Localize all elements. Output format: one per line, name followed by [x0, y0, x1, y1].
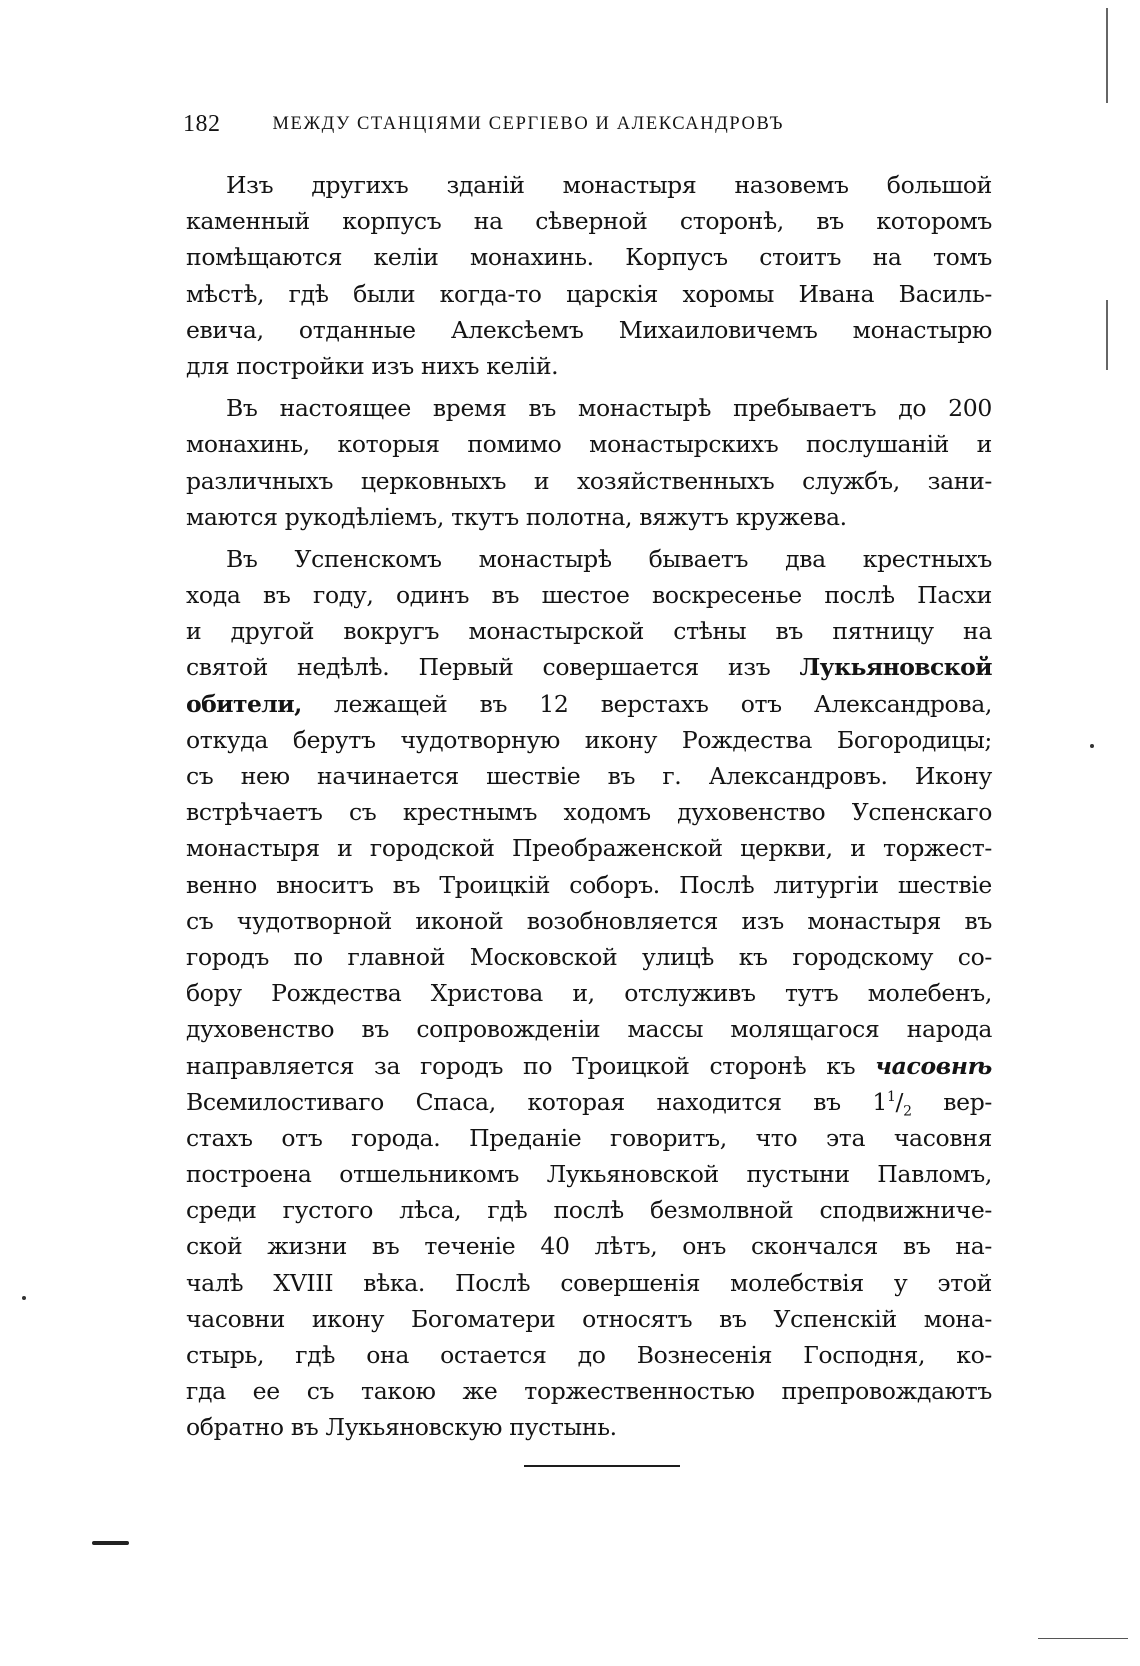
- scan-edge-line: [1106, 300, 1108, 370]
- text-line: ской жизни въ теченіе 40 лѣтъ, онъ скончался въ на-: [186, 1232, 992, 1261]
- text-line: маются рукодѣліемъ, ткутъ полотна, вяжутъ кружева.: [186, 502, 847, 531]
- text-line: духовенство въ сопровожденіи массы молящагося народа: [186, 1015, 992, 1044]
- text-line: встрѣчаетъ съ крестнымъ ходомъ духовенство Успенскаго: [186, 798, 992, 827]
- running-title: МЕЖДУ СТАНЦІЯМИ СЕРГІЕВО И АЛЕКСАНДРОВЪ: [272, 113, 785, 134]
- scan-speck: [1090, 744, 1094, 748]
- text-line: среди густого лѣса, гдѣ послѣ безмолвной сподвижниче-: [186, 1196, 992, 1225]
- scan-edge-line: [1038, 1638, 1128, 1639]
- scan-speck: [22, 1296, 26, 1300]
- text-run: святой недѣлѣ. Первый совершается изъ: [186, 653, 800, 682]
- text-line: съ чудотворной иконой возобновляется изъ монастыря въ: [186, 906, 992, 935]
- text-run: Всемилостиваго Спаса, которая находится въ 1: [186, 1087, 887, 1116]
- text-line: Всемилостиваго Спаса, которая находится въ $1^1/_2$ вер-: [186, 1087, 993, 1120]
- body-text: [186, 167, 992, 1446]
- text-line: помѣщаются келіи монахинь. Корпусъ стоитъ на томъ: [186, 243, 992, 272]
- text-line: городъ по главной Московской улицѣ къ городскому со-: [186, 942, 992, 971]
- text-line: [186, 649, 992, 685]
- fraction-denominator: 2: [903, 1103, 912, 1120]
- text-line: съ нею начинается шествіе въ г. Александровъ. Икону: [186, 762, 992, 790]
- scan-edge-line: [1106, 8, 1108, 103]
- text-line: для постройки изъ нихъ келій.: [186, 351, 559, 380]
- text-line: чалѣ XVIII вѣка. Послѣ совершенія молебствія у этой: [186, 1268, 992, 1297]
- text-line: стырь, гдѣ она остается до Вознесенія Господня, ко-: [186, 1341, 992, 1369]
- text-run: вер-: [911, 1087, 993, 1116]
- text-line: мѣстѣ, гдѣ были когда-то царскія хоромы Ивана Василь-: [186, 279, 992, 308]
- text-line: Изъ другихъ зданій монастыря назовемъ большой: [226, 171, 992, 199]
- bold-phrase: обители,: [186, 689, 302, 718]
- text-line: построена отшельникомъ Лукьяновской пустыни Павломъ,: [186, 1160, 992, 1189]
- text-line: [186, 1048, 992, 1084]
- text-line: евича, отданные Алексѣемъ Михаиловичемъ монастырю: [186, 315, 992, 344]
- text-line: Въ Успенскомъ монастырѣ бываетъ два крестныхъ: [226, 544, 992, 573]
- text-line: хода въ году, одинъ въ шестое воскресенье послѣ Пасхи: [186, 581, 992, 610]
- end-separator-rule: [524, 1465, 680, 1467]
- text-run: направляется за городъ по Троицкой сторонѣ къ: [186, 1051, 876, 1080]
- text-line: [186, 686, 992, 722]
- text-line: бору Рождества Христова и, отслуживъ тутъ молебенъ,: [186, 979, 992, 1008]
- page-number: 182: [183, 110, 221, 137]
- text-line: различныхъ церковныхъ и хозяйственныхъ службъ, зани-: [186, 466, 992, 495]
- text-line: откуда берутъ чудотворную икону Рождества Богородицы;: [186, 725, 992, 754]
- text-run: лежащей въ 12 верстахъ отъ Александрова,: [301, 689, 992, 718]
- bold-phrase: Лукьяновской: [799, 653, 992, 682]
- text-line: обратно въ Лукьяновскую пустынь.: [186, 1413, 617, 1442]
- text-line: стахъ отъ города. Преданіе говоритъ, что эта часовня: [186, 1123, 992, 1152]
- text-line: и другой вокругъ монастырской стѣны въ пятницу на: [186, 617, 992, 646]
- text-line: гда ее съ такою же торжественностью препровождаютъ: [186, 1377, 992, 1406]
- text-line: Въ настоящее время въ монастырѣ пребываетъ до 200: [226, 394, 992, 423]
- text-line: часовни икону Богоматери относятъ въ Успенскій мона-: [186, 1304, 992, 1333]
- fraction-numerator: 1: [886, 1088, 896, 1105]
- italic-word: часовнѣ: [875, 1051, 992, 1080]
- page-header: [183, 104, 883, 144]
- text-line: монастыря и городской Преображенской церкви, и торжест-: [186, 834, 992, 863]
- text-line: монахинь, которыя помимо монастырскихъ послушаній и: [186, 430, 992, 459]
- scan-mark-dash: [92, 1541, 129, 1545]
- text-line: каменный корпусъ на сѣверной сторонѣ, въ которомъ: [186, 207, 992, 236]
- text-line: венно вноситъ въ Троицкій соборъ. Послѣ литургіи шествіе: [186, 870, 992, 899]
